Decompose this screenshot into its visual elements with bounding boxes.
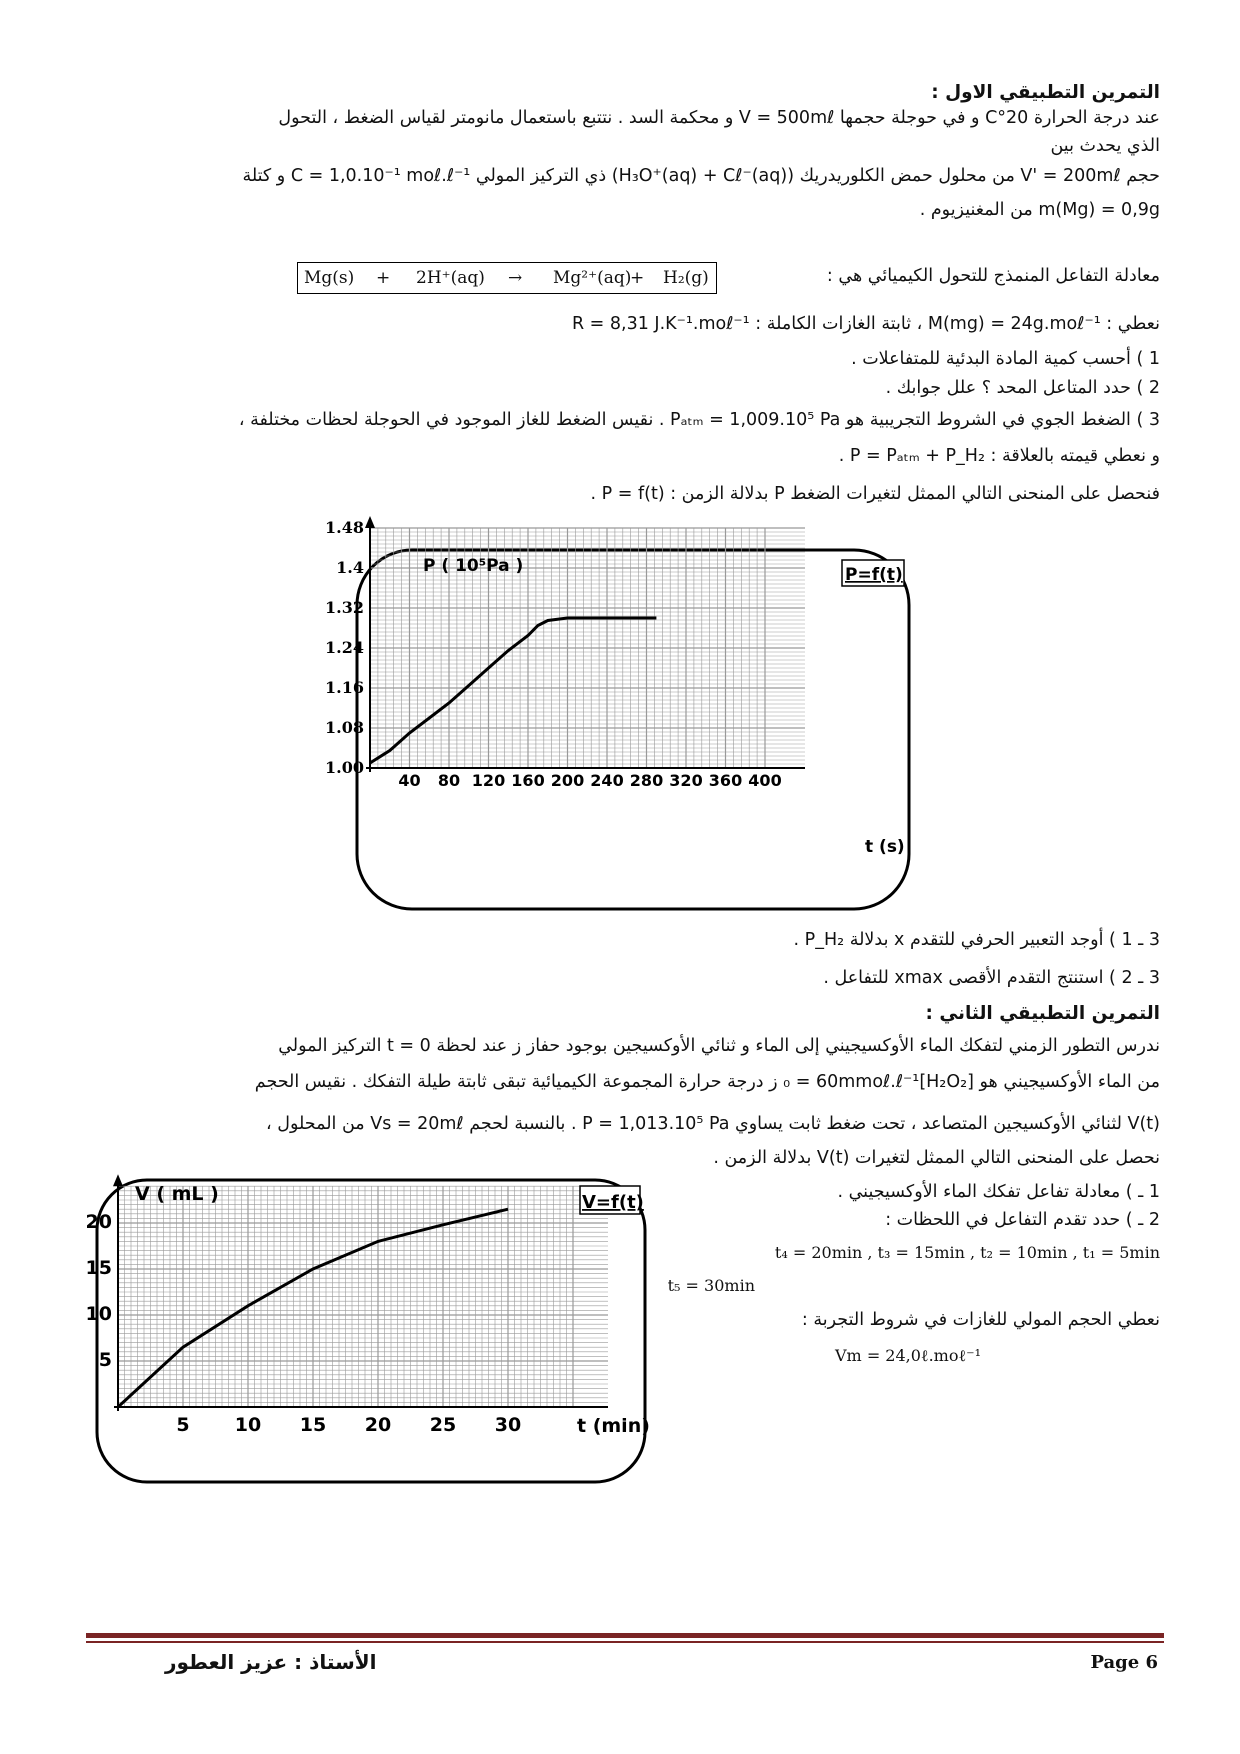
ex1-line3: حجم V' = 200mℓ من محلول حمض الكلوريدريك (H₃O⁺(aq) + Cℓ⁻(aq)) ذي التركيز المولي C = 1,0.10⁻¹ moℓ.ℓ⁻¹ و كتلة xyxy=(242,166,1160,186)
footer-author: الأستاذ : عزيز العطور xyxy=(165,1650,377,1674)
x-tick-label: 25 xyxy=(429,1414,457,1436)
ex2-line3: V(t) لثنائي الأوكسيجين المتصاعد ، تحت ضغط ثابت يساوي P = 1,013.10⁵ Pa . بالنسبة لحجم Vs = 20mℓ من المحلول ، xyxy=(266,1114,1160,1134)
chart2-title: V=f(t) xyxy=(582,1192,644,1213)
y-tick-label: 20 xyxy=(85,1211,112,1233)
ex2-line2: من الماء الأوكسيجيني هو [H₂O₂]₀ = 60mmoℓ.ℓ⁻¹ ز درجة حرارة المجموعة الكيميائية تبقى ثابتة طيلة التفكك . نقيس الحجم xyxy=(254,1072,1160,1092)
ex2-times-row1: t₄ = 20min , t₃ = 15min , t₂ = 10min , t₁ = 5min xyxy=(774,1243,1160,1262)
x-tick-label: 280 xyxy=(629,771,664,790)
x-tick-label: 15 xyxy=(299,1414,327,1436)
x-tick-label: 80 xyxy=(437,771,461,790)
footer-rule-thin xyxy=(86,1641,1164,1643)
ex1-line4: m(Mg) = 0,9g من المغنيزيوم . xyxy=(919,200,1160,220)
y-tick-label: 5 xyxy=(98,1349,112,1371)
ex1-given: نعطي : M(mg) = 24g.moℓ⁻¹ ، ثابتة الغازات الكاملة : R = 8,31 J.K⁻¹.moℓ⁻¹ xyxy=(571,314,1160,334)
eq-reactant-h: 2H⁺(aq) xyxy=(416,268,485,288)
pressure-time-chart xyxy=(325,518,911,911)
y-tick-label: 1.24 xyxy=(325,638,364,657)
ex2-molar-volume: Vm = 24,0ℓ.moℓ⁻¹ xyxy=(835,1346,982,1365)
ex2-title: التمرين التطبيقي الثاني : xyxy=(925,1003,1160,1024)
y-tick-label: 1.48 xyxy=(325,518,364,537)
chart2-frame xyxy=(97,1180,645,1482)
chart1-y-axis-label: P ( 10⁵Pa ) xyxy=(423,556,524,576)
ex1-equation-label: معادلة التفاعل المنمذج للتحول الكيميائي هي : xyxy=(826,266,1160,286)
eq-product-h2: H₂(g) xyxy=(663,268,709,288)
x-tick-label: 200 xyxy=(550,771,585,790)
x-tick-label: 20 xyxy=(364,1414,392,1436)
chart1-title: P=f(t) xyxy=(845,565,903,585)
footer-page-number: Page 6 xyxy=(1090,1652,1158,1673)
y-axis-arrow xyxy=(113,1174,123,1186)
eq-plus-1: + xyxy=(376,268,391,288)
y-tick-label: 1.00 xyxy=(325,758,364,777)
x-tick-label: 400 xyxy=(748,771,782,790)
y-tick-label: 1.08 xyxy=(325,718,364,737)
ex1-q3: 3 ) الضغط الجوي في الشروط التجريبية هو Pₐₜₘ = 1,009.10⁵ Pa . نقيس الضغط للغاز الموجود في الحوجلة لحظات مختلفة ، xyxy=(238,410,1160,430)
chart2-x-axis-label: t (min) xyxy=(577,1415,650,1437)
ex1-line1: عند درجة الحرارة 20°C و في حوجلة حجمها V = 500mℓ و محكمة السد . نتتبع باستعمال مانومتر لقياس الضغط ، التحول xyxy=(278,108,1160,128)
x-tick-label: 40 xyxy=(398,771,421,790)
ex2-times-row2: t₅ = 30min xyxy=(667,1276,755,1295)
volume-time-chart xyxy=(85,1178,650,1484)
ex2-line4: نحصل على المنحنى التالي الممثل لتغيرات V(t) بدلالة الزمن . xyxy=(713,1148,1160,1168)
x-tick-label: 120 xyxy=(471,771,506,790)
x-tick-label: 10 xyxy=(234,1414,262,1436)
reaction-equation-box xyxy=(297,262,717,294)
ex1-line2: الذي يحدث بين xyxy=(1050,136,1160,156)
y-tick-label: 1.16 xyxy=(325,678,364,697)
eq-product-mg: Mg²⁺(aq) xyxy=(553,268,632,288)
x-tick-label: 320 xyxy=(669,771,703,790)
y-tick-label: 15 xyxy=(85,1257,112,1279)
chart1-x-axis-label: t (s) xyxy=(865,837,905,857)
ex2-q2: 2 ـ ) حدد تقدم التفاعل في اللحظات : xyxy=(885,1210,1160,1230)
ex2-q1: 1 ـ ) معادلة تفاعل تفكك الماء الأوكسيجيني . xyxy=(837,1182,1160,1202)
ex1-q3b: و نعطي قيمته بالعلاقة : P = Pₐₜₘ + P_H₂ . xyxy=(838,446,1160,466)
ex1-q3c: فنحصل على المنحنى التالي الممثل لتغيرات الضغط P بدلالة الزمن : P = f(t) . xyxy=(590,484,1160,504)
x-tick-label: 240 xyxy=(590,771,624,790)
ex1-q32: 3 ـ 2 ) استنتج التقدم الأقصى xmax للتفاعل . xyxy=(823,968,1160,988)
x-tick-label: 30 xyxy=(494,1414,522,1436)
x-tick-label: 360 xyxy=(708,771,743,790)
eq-plus-2: + xyxy=(630,268,645,288)
y-axis-arrow xyxy=(365,516,375,528)
y-tick-label: 10 xyxy=(85,1303,112,1325)
ex1-title: التمرين التطبيقي الاول : xyxy=(931,82,1160,103)
chart2-y-axis-label: V ( mL ) xyxy=(135,1183,219,1205)
ex1-q31: 3 ـ 1 ) أوجد التعبير الحرفي للتقدم x بدلالة P_H₂ . xyxy=(793,930,1160,950)
ex1-q1: 1 ) أحسب كمية المادة البدئية للمتفاعلات . xyxy=(851,349,1160,369)
y-tick-label: 1.32 xyxy=(325,598,364,617)
y-tick-label: 1.4 xyxy=(336,558,364,577)
eq-arrow: → xyxy=(508,268,523,288)
ex2-given: نعطي الحجم المولي للغازات في شروط التجربة : xyxy=(801,1310,1160,1330)
ex2-line1: ندرس التطور الزمني لتفكك الماء الأوكسيجيني إلى الماء و ثنائي الأوكسيجين بوجود حفاز ز عند لحظة t = 0 التركيز المولي xyxy=(278,1036,1160,1056)
footer-rule-thick xyxy=(86,1633,1164,1638)
x-tick-label: 160 xyxy=(511,771,545,790)
ex1-q2: 2 ) حدد المتاعل المحد ؟ علل جوابك . xyxy=(885,378,1160,398)
eq-reactant-mg: Mg(s) xyxy=(304,268,355,288)
x-tick-label: 5 xyxy=(176,1414,190,1436)
